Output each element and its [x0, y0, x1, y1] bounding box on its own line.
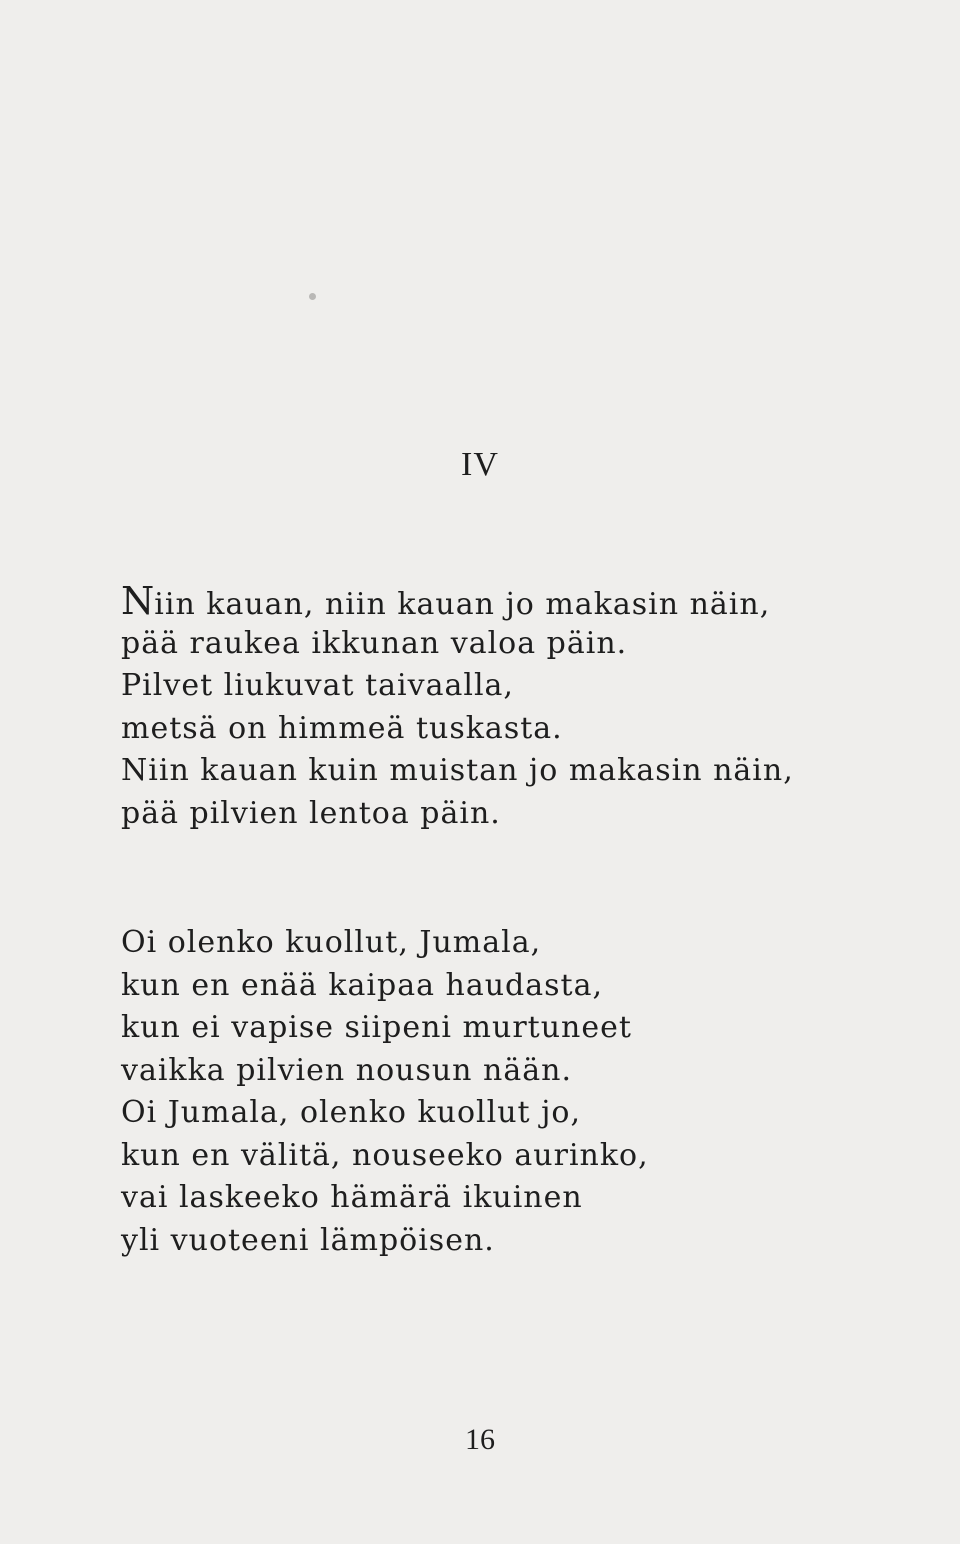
page-number: 16: [465, 1423, 495, 1456]
poem-line: Oi olenko kuollut, Jumala,: [121, 925, 542, 960]
initial-letter: N: [121, 579, 155, 623]
poem-line: kun en välitä, nouseeko aurinko,: [121, 1137, 649, 1173]
poem-line: pää raukea ikkunan valoa päin.: [121, 625, 628, 661]
stanza-1: [121, 580, 794, 835]
poem-line: kun en enää kaipaa haudasta,: [121, 967, 604, 1003]
poem-line: kun ei vapise siipeni murtuneet: [121, 1010, 632, 1045]
poem-line: Pilvet liukuvat taivaalla,: [121, 668, 514, 703]
poem-line: vai laskeeko hämärä ikuinen: [121, 1180, 583, 1215]
stanza-2: [121, 922, 649, 1262]
poem-line: Oi Jumala, olenko kuollut jo,: [121, 1095, 582, 1130]
paper-speck: [309, 293, 316, 300]
poem-line: metsä on himmeä tuskasta.: [121, 710, 563, 746]
poem-line: yli vuoteeni lämpöisen.: [121, 1222, 495, 1258]
poem-line: pää pilvien lentoa päin.: [121, 795, 501, 831]
poem-line: [121, 580, 794, 623]
poem-line: Niin kauan kuin muistan jo makasin näin,: [121, 753, 794, 788]
poem-line-text: iin kauan, niin kauan jo makasin näin,: [154, 587, 771, 622]
poem-line: vaikka pilvien nousun nään.: [121, 1052, 572, 1088]
poem-title: IV: [461, 446, 499, 483]
